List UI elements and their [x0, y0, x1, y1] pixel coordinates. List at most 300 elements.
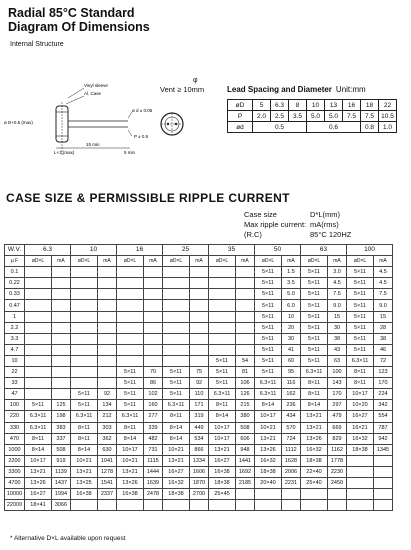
case-size-cell: 16×32 — [347, 433, 374, 444]
ripple-current-cell — [52, 322, 71, 333]
case-size-cell: 13×26 — [117, 477, 144, 488]
case-size-cell: 8×14 — [163, 433, 190, 444]
case-size-cell: 16×32 — [301, 444, 328, 455]
vent-text: Vent ≥ 10mm — [160, 85, 205, 94]
lead-table-unit: Unit:mm — [335, 85, 366, 94]
case-size-cell — [117, 278, 144, 289]
sub-header-ma: mA — [328, 256, 347, 267]
case-size-cell: 13×21 — [301, 422, 328, 433]
case-size-cell: 10×17 — [209, 422, 236, 433]
case-size-cell: 5×11 — [347, 344, 374, 355]
case-size-cell: 8×11 — [71, 433, 98, 444]
case-size-cell: 8×14 — [209, 411, 236, 422]
ripple-current-cell: 28 — [374, 322, 393, 333]
case-size-cell: 10×17 — [255, 411, 282, 422]
ripple-current-cell: 46 — [374, 344, 393, 355]
case-size-cell: 5×11 — [347, 322, 374, 333]
capacitance-cell: 3.3 — [5, 333, 25, 344]
case-size-cell: 6.3×11 — [255, 378, 282, 389]
case-size-cell: 16×32 — [255, 455, 282, 466]
ripple-current-cell: 171 — [190, 400, 209, 411]
case-size-cell: 8×11 — [347, 367, 374, 378]
case-size-cell: 5×11 — [255, 333, 282, 344]
table-row — [5, 466, 393, 477]
ripple-current-cell — [98, 267, 117, 278]
case-size-cell — [209, 300, 236, 311]
ripple-current-cell — [144, 289, 163, 300]
case-size-cell: 8×11 — [347, 378, 374, 389]
ripple-current-cell: 434 — [282, 411, 301, 422]
ripple-current-cell: 1437 — [52, 477, 71, 488]
sub-header-size: øD×L — [347, 256, 374, 267]
ripple-current-cell — [144, 355, 163, 366]
lead-cell: 8 — [289, 100, 307, 111]
case-size-cell — [163, 289, 190, 300]
case-size-cell: 5×11 — [347, 289, 374, 300]
capacitance-cell: 33 — [5, 378, 25, 389]
ripple-current-cell — [190, 344, 209, 355]
lead-row-d — [228, 100, 397, 111]
lead-cell: 7.5 — [361, 111, 379, 122]
ripple-current-cell: 1139 — [52, 466, 71, 477]
capacitance-cell: 0.33 — [5, 289, 25, 300]
lead-cell: 6.3 — [271, 100, 289, 111]
case-size-cell — [71, 367, 98, 378]
ripple-current-cell: 43 — [328, 344, 347, 355]
ripple-current-cell: 337 — [52, 433, 71, 444]
capacitance-cell: 470 — [5, 433, 25, 444]
ripple-current-cell: 1628 — [282, 455, 301, 466]
ripple-current-cell — [374, 489, 393, 500]
case-size-cell: 5×11 — [255, 300, 282, 311]
ripple-current-cell: 919 — [52, 455, 71, 466]
capacitance-cell: 10 — [5, 355, 25, 366]
lead-cell: 2.0 — [253, 111, 271, 122]
case-size-cell: 5×11 — [209, 378, 236, 389]
case-size-cell: 6.3×11 — [347, 355, 374, 366]
case-size-cell — [163, 333, 190, 344]
lead-cell: 13 — [325, 100, 343, 111]
table-row — [5, 344, 393, 355]
case-size-cell — [163, 344, 190, 355]
case-size-cell — [25, 355, 52, 366]
voltage-header: 63 — [301, 245, 347, 256]
case-size-cell — [209, 344, 236, 355]
case-size-cell: 6.3×11 — [25, 422, 52, 433]
table-row — [5, 267, 393, 278]
ripple-current-cell — [236, 333, 255, 344]
ripple-current-cell: 1606 — [190, 466, 209, 477]
case-size-cell: 16×27 — [347, 411, 374, 422]
ripple-current-cell — [236, 267, 255, 278]
case-size-cell — [347, 466, 374, 477]
ripple-current-cell: 170 — [328, 389, 347, 400]
sub-header-ma: mA — [374, 256, 393, 267]
case-size-cell — [117, 333, 144, 344]
ripple-current-cell: 41 — [282, 344, 301, 355]
case-size-cell: 5×11 — [255, 344, 282, 355]
ripple-current-cell — [190, 355, 209, 366]
ripple-current-cell: 160 — [144, 400, 163, 411]
ripple-current-cell — [98, 344, 117, 355]
ripple-current-table — [4, 244, 393, 511]
case-size-cell — [117, 311, 144, 322]
ripple-current-cell: 70 — [144, 367, 163, 378]
case-size-cell — [71, 289, 98, 300]
table-row — [5, 489, 393, 500]
lead-cell: 5.0 — [307, 111, 325, 122]
ripple-current-cell — [190, 278, 209, 289]
case-size-cell: 13×21 — [255, 433, 282, 444]
voltage-header: 50 — [255, 245, 301, 256]
ripple-current-cell — [236, 278, 255, 289]
table-row — [5, 433, 393, 444]
case-size-cell — [163, 267, 190, 278]
case-size-cell: 10×17 — [209, 433, 236, 444]
table-row — [5, 389, 393, 400]
table-row — [5, 300, 393, 311]
ripple-current-cell — [190, 300, 209, 311]
capacitance-cell: 220 — [5, 411, 25, 422]
ripple-current-cell — [236, 500, 255, 511]
ripple-current-cell: 143 — [328, 378, 347, 389]
ripple-current-cell — [328, 500, 347, 511]
case-size-cell — [117, 289, 144, 300]
case-size-cell: 5×11 — [71, 400, 98, 411]
ripple-current-cell — [374, 477, 393, 488]
case-size-cell: 6.3×11 — [117, 411, 144, 422]
ripple-current-cell: 4.5 — [374, 267, 393, 278]
ripple-current-cell — [98, 311, 117, 322]
case-size-cell: 8×14 — [117, 433, 144, 444]
case-size-cell — [25, 278, 52, 289]
case-size-cell — [209, 267, 236, 278]
ripple-current-cell: 7.5 — [328, 289, 347, 300]
ripple-current-cell — [190, 333, 209, 344]
ripple-current-cell: 1541 — [98, 477, 117, 488]
case-size-cell: 5×11 — [301, 355, 328, 366]
legend-label: Max ripple current: — [244, 220, 307, 229]
lead-cell: 7.5 — [343, 111, 361, 122]
case-size-cell: 16×27 — [163, 466, 190, 477]
footnote: * Alternative D×L available upon request — [10, 535, 126, 542]
lead-table-title — [227, 85, 366, 94]
ripple-current-cell: 1345 — [374, 444, 393, 455]
ripple-current-cell: 362 — [98, 433, 117, 444]
vent-phi: φ — [193, 77, 198, 84]
case-size-cell — [25, 389, 52, 400]
ripple-current-cell: 2478 — [144, 489, 163, 500]
ripple-current-cell — [98, 367, 117, 378]
case-size-cell: 10×17 — [117, 444, 144, 455]
table-row — [5, 367, 393, 378]
case-size-cell: 5×11 — [347, 278, 374, 289]
ripple-current-cell: 7.5 — [374, 289, 393, 300]
ripple-current-cell: 1778 — [328, 455, 347, 466]
ripple-current-cell — [52, 278, 71, 289]
ripple-current-cell: 110 — [190, 389, 209, 400]
ripple-current-cell: 1444 — [144, 466, 163, 477]
sub-header-size: øD×L — [255, 256, 282, 267]
ripple-current-cell: 92 — [98, 389, 117, 400]
sub-header-ma: mA — [52, 256, 71, 267]
lead-row-p — [228, 111, 397, 122]
ripple-current-cell — [52, 300, 71, 311]
ripple-current-cell: 4.5 — [328, 278, 347, 289]
case-size-cell — [163, 300, 190, 311]
case-size-cell: 5×11 — [347, 311, 374, 322]
ripple-current-cell: 534 — [190, 433, 209, 444]
case-size-cell: 5×11 — [347, 300, 374, 311]
ripple-current-cell: 1639 — [144, 477, 163, 488]
case-size-cell: 18×38 — [255, 466, 282, 477]
ripple-current-cell: 106 — [236, 378, 255, 389]
case-size-cell: 16×27 — [25, 489, 52, 500]
case-size-cell — [71, 378, 98, 389]
ripple-current-cell: 134 — [98, 400, 117, 411]
case-size-cell: 25×40 — [301, 477, 328, 488]
case-size-cell — [347, 477, 374, 488]
case-size-cell: 18×38 — [209, 477, 236, 488]
ripple-current-cell: 60 — [282, 355, 301, 366]
case-size-cell — [25, 289, 52, 300]
ripple-current-cell: 508 — [236, 422, 255, 433]
legend-value: 85°C 120HZ — [310, 230, 352, 239]
case-size-cell: 6.3×11 — [209, 389, 236, 400]
case-size-cell: 10×17 — [347, 389, 374, 400]
label-15min: 15 min — [86, 142, 100, 147]
sub-header-ma: mA — [282, 256, 301, 267]
table-row — [5, 333, 393, 344]
title-line-2: Diagram Of Dimensions — [8, 20, 150, 34]
case-size-cell — [163, 311, 190, 322]
ripple-current-cell: 1994 — [52, 489, 71, 500]
ripple-current-cell: 15 — [328, 311, 347, 322]
capacitance-cell: 2.2 — [5, 322, 25, 333]
ripple-current-cell — [52, 344, 71, 355]
sub-header-size: øD×L — [117, 256, 144, 267]
ripple-current-cell — [144, 333, 163, 344]
ripple-current-cell: 303 — [98, 422, 117, 433]
case-size-cell — [255, 500, 282, 511]
ripple-current-cell — [328, 489, 347, 500]
case-size-cell: 16×38 — [117, 489, 144, 500]
table-row — [5, 411, 393, 422]
table-row — [5, 378, 393, 389]
ripple-current-cell — [190, 267, 209, 278]
ripple-current-cell: 866 — [190, 444, 209, 455]
legend-label: (R.C) — [244, 230, 262, 239]
ripple-current-cell: 100 — [328, 367, 347, 378]
ripple-current-cell — [144, 267, 163, 278]
ripple-current-cell: 297 — [328, 400, 347, 411]
lead-cell: 22 — [379, 100, 397, 111]
case-size-cell: 8×14 — [25, 444, 52, 455]
capacitance-cell: 0.22 — [5, 278, 25, 289]
capacitance-cell: 0.1 — [5, 267, 25, 278]
capacitor-structure-drawing — [4, 72, 164, 164]
ripple-current-cell — [52, 333, 71, 344]
sub-header-size: øD×L — [209, 256, 236, 267]
ripple-current-cell — [144, 344, 163, 355]
ripple-current-cell — [144, 300, 163, 311]
capacitance-cell: 2200 — [5, 455, 25, 466]
ripple-current-cell: 30 — [328, 322, 347, 333]
case-size-cell: 6.3×11 — [71, 411, 98, 422]
sub-header-size: øD×L — [163, 256, 190, 267]
ripple-current-cell — [190, 500, 209, 511]
ripple-current-cell: 10 — [282, 311, 301, 322]
table-row — [5, 444, 393, 455]
case-size-cell: 5×11 — [255, 267, 282, 278]
ripple-current-cell: 126 — [236, 389, 255, 400]
case-size-cell: 20×40 — [255, 477, 282, 488]
case-size-cell — [163, 278, 190, 289]
ripple-current-cell: 1278 — [98, 466, 117, 477]
table-row — [5, 455, 393, 466]
ripple-current-cell: 449 — [190, 422, 209, 433]
case-size-cell — [163, 500, 190, 511]
ripple-current-cell — [98, 289, 117, 300]
ripple-current-cell: 6.0 — [282, 300, 301, 311]
case-size-cell — [25, 378, 52, 389]
lead-row-lead-diameter — [228, 122, 397, 133]
vent-note — [160, 77, 205, 94]
ripple-current-cell: 30 — [282, 333, 301, 344]
case-size-cell — [71, 322, 98, 333]
capacitance-cell: 1 — [5, 311, 25, 322]
case-size-cell: 25×45 — [209, 489, 236, 500]
case-size-cell — [347, 455, 374, 466]
case-size-cell — [25, 267, 52, 278]
legend-value: mA(rms) — [310, 220, 339, 229]
label-al-case: Al. Case — [84, 91, 102, 96]
ripple-current-cell — [190, 322, 209, 333]
voltage-header: 35 — [209, 245, 255, 256]
case-size-cell: 8×11 — [301, 378, 328, 389]
ripple-current-cell — [236, 300, 255, 311]
capacitance-cell: 10000 — [5, 489, 25, 500]
case-size-cell: 10×17 — [25, 455, 52, 466]
ripple-current-cell — [52, 355, 71, 366]
ripple-current-cell: 81 — [236, 367, 255, 378]
ripple-current-cell — [236, 289, 255, 300]
ripple-current-cell: 15 — [374, 311, 393, 322]
case-size-cell — [301, 500, 328, 511]
legend-item — [244, 230, 352, 240]
case-size-cell — [117, 322, 144, 333]
sub-header-ma: mA — [190, 256, 209, 267]
ripple-current-cell — [282, 489, 301, 500]
ripple-current-cell — [236, 322, 255, 333]
lead-cell: 0.5 — [253, 122, 307, 133]
ripple-current-cell: 2185 — [236, 477, 255, 488]
voltage-header: 100 — [347, 245, 393, 256]
voltage-header: 25 — [163, 245, 209, 256]
ripple-current-cell — [144, 278, 163, 289]
ripple-current-cell: 54 — [236, 355, 255, 366]
case-size-cell: 18×38 — [301, 455, 328, 466]
case-size-cell: 13×21 — [25, 466, 52, 477]
capacitance-cell: 0.47 — [5, 300, 25, 311]
capacitance-cell: 4.7 — [5, 344, 25, 355]
ripple-current-cell — [144, 322, 163, 333]
label-vinyl-sleeve: Vinyl sleeve — [84, 83, 108, 88]
ripple-current-cell: 125 — [52, 400, 71, 411]
ripple-current-cell: 383 — [52, 422, 71, 433]
ripple-current-cell: 630 — [98, 444, 117, 455]
ripple-current-cell — [52, 289, 71, 300]
case-size-cell — [71, 344, 98, 355]
legend-item — [244, 220, 339, 230]
ripple-current-cell: 319 — [190, 411, 209, 422]
ripple-current-cell: 942 — [374, 433, 393, 444]
lead-cell: 16 — [343, 100, 361, 111]
ripple-current-cell: 1162 — [328, 444, 347, 455]
ripple-current-cell: 570 — [282, 422, 301, 433]
ripple-current-cell: 2700 — [190, 489, 209, 500]
case-size-cell: 16×27 — [209, 455, 236, 466]
case-size-cell: 16×38 — [71, 489, 98, 500]
case-size-cell — [25, 333, 52, 344]
ripple-current-cell: 2450 — [328, 477, 347, 488]
header-row-voltage — [5, 245, 393, 256]
ripple-current-cell: 162 — [282, 389, 301, 400]
table-row — [5, 278, 393, 289]
section-title: CASE SIZE & PERMISSIBLE RIPPLE CURRENT — [6, 191, 290, 205]
voltage-header: 6.3 — [25, 245, 71, 256]
lead-table-heading: Lead Spacing and Diameter — [227, 85, 332, 94]
case-size-cell: 8×11 — [71, 422, 98, 433]
case-size-cell: 8×11 — [163, 411, 190, 422]
case-size-cell: 6.3×11 — [25, 411, 52, 422]
case-size-cell — [25, 311, 52, 322]
ripple-current-cell: 92 — [190, 378, 209, 389]
header-row-sub — [5, 256, 393, 267]
case-size-cell: 5×11 — [209, 355, 236, 366]
case-size-cell: 5×11 — [347, 267, 374, 278]
ripple-current-cell: 38 — [374, 333, 393, 344]
case-size-cell: 13×21 — [71, 466, 98, 477]
ripple-current-cell: 3066 — [52, 500, 71, 511]
ripple-current-cell: 342 — [374, 400, 393, 411]
table-row — [5, 322, 393, 333]
ripple-current-cell: 1115 — [144, 455, 163, 466]
ripple-current-cell: 339 — [144, 422, 163, 433]
ripple-current-cell: 95 — [282, 367, 301, 378]
lead-row-label: ød — [228, 122, 253, 133]
case-size-cell: 16×38 — [209, 466, 236, 477]
case-size-cell — [347, 489, 374, 500]
ripple-current-cell — [98, 355, 117, 366]
case-size-cell — [209, 311, 236, 322]
ripple-current-cell: 787 — [374, 422, 393, 433]
ripple-current-cell: 116 — [282, 378, 301, 389]
lead-cell: 3.5 — [289, 111, 307, 122]
ripple-current-cell: 669 — [328, 422, 347, 433]
table-row — [5, 355, 393, 366]
ripple-current-cell — [374, 500, 393, 511]
case-size-cell: 6.3×11 — [163, 400, 190, 411]
ripple-current-cell: 277 — [144, 411, 163, 422]
ripple-current-cell — [98, 278, 117, 289]
ripple-current-cell — [98, 378, 117, 389]
case-size-cell: 5×11 — [255, 311, 282, 322]
case-size-cell: 16×32 — [163, 477, 190, 488]
sub-header-size: øD×L — [25, 256, 52, 267]
case-size-cell: 8×14 — [71, 444, 98, 455]
label-diameter-max: ø D+0.5 (max) — [4, 120, 33, 125]
